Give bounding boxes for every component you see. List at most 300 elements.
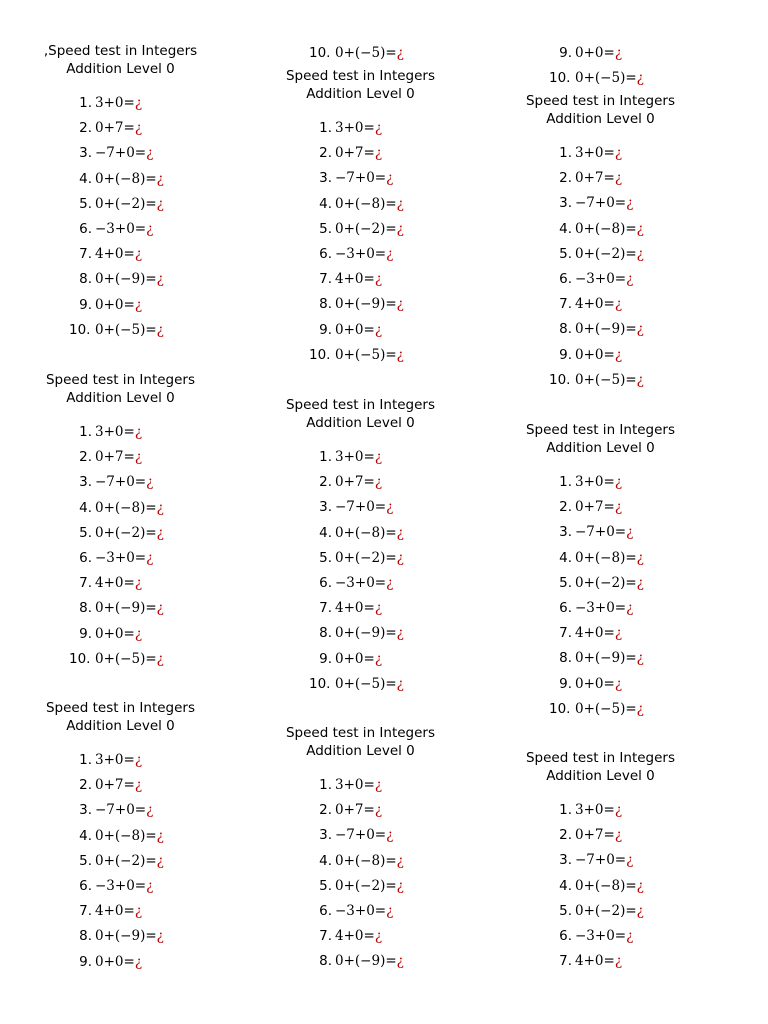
problem-equation [332,117,382,139]
problem-number: 8. [319,953,332,970]
problem-number: 7. [559,953,572,970]
answer-placeholder: ¿ [374,928,383,945]
problem-item [549,192,633,214]
problem-number: 10. [549,700,571,717]
problem-number: 10. [309,675,331,692]
problem-equation [332,193,404,215]
problem-number: 3. [319,499,332,516]
answer-placeholder: ¿ [134,752,143,768]
answer-placeholder: ¿ [396,524,404,541]
problem-number: 3. [559,852,572,869]
answer-placeholder: ¿ [374,600,383,617]
problem-number: 1. [319,449,332,465]
section-title [458,92,743,128]
problem-equation [92,268,164,290]
answer-placeholder: ¿ [386,903,394,919]
answer-placeholder: ¿ [614,675,623,692]
problem-item [549,369,644,391]
problem-item [549,950,622,972]
answer-placeholder: ¿ [134,449,143,466]
answer-placeholder: ¿ [614,346,623,363]
problem-equation [332,850,404,872]
answer-placeholder: ¿ [636,700,644,717]
equation-text: 0+(−2)= [335,877,397,894]
answer-placeholder: ¿ [636,70,644,87]
problem-item [549,875,644,897]
equation-text: −3+0= [95,550,147,566]
problem-equation [332,167,393,189]
equation-text: 3+0= [575,802,615,818]
problem-equation [92,875,153,897]
problem-item [69,623,142,645]
equation-text: 0+(−5)= [575,371,637,388]
answer-placeholder: ¿ [134,424,143,440]
equation-text: 0+(−2)= [575,902,637,919]
problem-item [69,522,164,544]
problem-number: 3. [559,195,572,212]
equation-text: 0+7= [95,777,135,794]
problem-equation [572,900,644,922]
problem-number: 2. [559,827,572,844]
problem-number: 10. [69,321,91,338]
problem-number: 8. [79,928,92,945]
problem-number: 9. [319,321,332,338]
problem-number: 9. [559,45,572,61]
problem-item [309,319,382,341]
problem-number: 6. [319,575,332,591]
equation-text: 0+(−5)= [575,70,637,87]
problem-item [309,117,382,139]
equation-text: 0+(−8)= [95,827,157,844]
problem-item [69,421,142,443]
problem-item [69,825,164,847]
problem-equation [572,849,633,871]
problem-item [309,597,382,619]
problem-item [309,850,404,872]
problem-item [309,774,382,796]
problem-item [69,471,153,493]
problem-number: 5. [79,195,92,212]
problem-number: 2. [319,802,332,819]
problem-number: 6. [559,600,572,616]
equation-text: 3+0= [95,95,135,111]
problem-equation [332,142,382,164]
problem-item [69,749,142,771]
problem-item [549,243,644,265]
equation-text: 0+(−8)= [335,524,397,541]
problem-item [309,446,382,468]
title-line-level: Addition Level 0 [66,718,175,734]
equation-text: 0+7= [575,499,615,516]
answer-placeholder: ¿ [156,852,164,869]
equation-text: 0+(−8)= [95,499,157,516]
problem-item [69,875,153,897]
problem-number: 5. [79,524,92,541]
problem-number: 7. [79,575,92,592]
problem-equation [92,799,153,821]
equation-text: 0+(−8)= [335,195,397,212]
title-line-main: Speed test in Integers [45,372,196,388]
problem-equation [332,925,382,947]
answer-placeholder: ¿ [626,928,634,944]
answer-placeholder: ¿ [156,271,164,288]
problem-item [549,824,622,846]
answer-placeholder: ¿ [146,550,154,566]
answer-placeholder: ¿ [386,246,394,262]
answer-placeholder: ¿ [396,296,404,313]
answer-placeholder: ¿ [614,499,623,516]
equation-text: −3+0= [575,600,627,616]
answer-placeholder: ¿ [614,296,623,313]
problem-number: 3. [559,524,572,541]
equation-text: 0+(−2)= [575,245,637,262]
answer-placeholder: ¿ [614,145,623,161]
equation-text: 0+(−8)= [575,220,637,237]
problem-equation [92,497,164,519]
title-line-main: Speed test in Integers [285,397,436,413]
answer-placeholder: ¿ [156,600,164,617]
problem-number: 4. [559,877,572,894]
problem-item [549,471,622,493]
problem-equation [92,951,142,973]
problem-number: 9. [559,346,572,363]
problem-number: 2. [319,474,332,491]
problem-number: 4. [559,549,572,566]
problem-number: 8. [559,650,572,667]
answer-placeholder: ¿ [156,499,164,516]
problem-number: 7. [319,271,332,288]
problem-item [69,900,142,922]
answer-placeholder: ¿ [134,120,143,137]
problem-item [69,850,164,872]
equation-text: 0+0= [335,650,375,667]
equation-text: 0+0= [335,321,375,338]
answer-placeholder: ¿ [374,474,383,491]
equation-text: −3+0= [335,575,387,591]
problem-number: 2. [319,145,332,162]
problem-number: 8. [559,321,572,338]
answer-placeholder: ¿ [134,953,143,970]
answer-placeholder: ¿ [636,549,644,566]
problem-equation [92,471,153,493]
equation-text: 3+0= [95,424,135,440]
problem-equation [332,496,393,518]
problem-number: 3. [319,170,332,187]
problem-number: 9. [559,675,572,692]
problem-number: 5. [319,877,332,894]
equation-text: 0+(−5)= [95,321,157,338]
problem-number: 8. [79,600,92,617]
answer-placeholder: ¿ [374,449,383,465]
title-line-level: Addition Level 0 [306,86,415,102]
problem-equation [572,67,644,89]
problem-number: 10. [549,70,571,87]
problem-equation [92,925,164,947]
answer-placeholder: ¿ [614,474,623,490]
problem-equation [92,572,142,594]
problem-number: 6. [319,903,332,919]
equation-text: 3+0= [95,752,135,768]
equation-text: 0+7= [575,827,615,844]
section-title [458,421,743,457]
answer-placeholder: ¿ [636,220,644,237]
problem-number: 5. [559,245,572,262]
problem-item [549,547,644,569]
problem-number: 5. [559,902,572,919]
title-line-level: Addition Level 0 [546,111,655,127]
problem-equation [572,243,644,265]
problem-number: 5. [79,852,92,869]
problem-number: 1. [79,752,92,768]
equation-text: 0+7= [335,474,375,491]
equation-text: 0+(−8)= [575,549,637,566]
problem-equation [92,168,164,190]
equation-text: −3+0= [95,878,147,894]
answer-placeholder: ¿ [386,575,394,591]
problem-number: 6. [79,221,92,237]
problem-equation [332,875,404,897]
equation-text: 4+0= [95,903,135,920]
problem-equation [572,547,644,569]
problem-equation [332,344,404,366]
answer-placeholder: ¿ [374,120,383,136]
problem-equation [332,293,404,315]
problem-item [549,572,644,594]
equation-text: −7+0= [335,499,387,516]
problem-equation [92,749,142,771]
problem-item [309,950,404,972]
problem-equation [332,622,404,644]
equation-text: −7+0= [335,827,387,844]
equation-text: 0+7= [335,145,375,162]
title-line-level: Addition Level 0 [306,743,415,759]
problem-equation [572,268,633,290]
problem-number: 9. [79,625,92,642]
problem-number: 1. [559,474,572,490]
answer-placeholder: ¿ [636,650,644,667]
equation-text: −7+0= [575,852,627,869]
problem-number: 2. [559,499,572,516]
problem-equation [92,421,142,443]
problem-item [549,849,633,871]
problem-number: 9. [79,296,92,313]
problem-number: 6. [79,878,92,894]
problem-number: 6. [559,928,572,944]
problem-equation [332,42,404,64]
title-line-main: Speed test in Integers [525,93,676,109]
answer-placeholder: ¿ [134,903,143,920]
answer-placeholder: ¿ [156,195,164,212]
problem-number: 1. [319,777,332,793]
problem-item [549,142,622,164]
problem-equation [572,471,622,493]
problem-item [69,294,142,316]
problem-equation [332,547,404,569]
title-line-main: Speed test in Integers [285,68,436,84]
problem-number: 6. [559,271,572,287]
equation-text: 4+0= [575,296,615,313]
answer-placeholder: ¿ [614,170,623,187]
equation-text: 0+(−9)= [95,600,157,617]
title-line-main: Speed test in Integers [525,422,676,438]
equation-text: 4+0= [335,271,375,288]
equation-text: 0+(−9)= [335,296,397,313]
problem-item [549,597,633,619]
problem-equation [332,799,382,821]
equation-text: −3+0= [335,246,387,262]
problem-number: 8. [319,296,332,313]
problem-item [549,318,644,340]
answer-placeholder: ¿ [396,195,404,212]
problem-number: 4. [79,827,92,844]
answer-placeholder: ¿ [374,777,383,793]
equation-text: −3+0= [335,903,387,919]
problem-number: 9. [319,650,332,667]
answer-placeholder: ¿ [374,271,383,288]
equation-text: 0+(−9)= [335,625,397,642]
problem-item [69,117,142,139]
equation-text: 0+(−2)= [575,574,637,591]
answer-placeholder: ¿ [134,575,143,592]
title-line-level: Addition Level 0 [546,440,655,456]
problem-item [309,799,382,821]
problem-item [549,67,644,89]
problem-equation [92,522,164,544]
problem-equation [92,142,153,164]
equation-text: 0+(−8)= [575,877,637,894]
problem-equation [92,597,164,619]
problem-item [69,648,164,670]
equation-text: −7+0= [335,170,387,187]
equation-text: 0+0= [95,953,135,970]
problem-equation [572,521,633,543]
equation-text: −7+0= [95,474,147,491]
problem-equation [92,648,164,670]
answer-placeholder: ¿ [134,296,143,313]
equation-text: 3+0= [335,120,375,136]
problem-item [69,547,153,569]
problem-item [69,319,164,341]
problem-number: 7. [79,903,92,920]
problem-number: 4. [319,195,332,212]
equation-text: −7+0= [95,145,147,162]
equation-text: 0+(−9)= [335,953,397,970]
answer-placeholder: ¿ [614,45,623,61]
problem-item [549,925,633,947]
problem-number: 9. [79,953,92,970]
problem-number: 3. [79,145,92,162]
problem-equation [92,294,142,316]
problem-equation [572,622,622,644]
answer-placeholder: ¿ [396,675,404,692]
problem-equation [572,925,633,947]
answer-placeholder: ¿ [146,221,154,237]
problem-item [69,572,142,594]
problem-item [69,951,142,973]
equation-text: 4+0= [335,928,375,945]
problem-number: 7. [559,625,572,642]
problem-number: 4. [79,170,92,187]
problem-equation [92,900,142,922]
problem-item [309,875,404,897]
equation-text: 4+0= [575,625,615,642]
problem-item [309,547,404,569]
problem-item [309,218,404,240]
answer-placeholder: ¿ [636,574,644,591]
problem-item [309,522,404,544]
problem-number: 5. [559,574,572,591]
problem-equation [572,192,633,214]
problem-item [309,622,404,644]
problem-number: 8. [79,271,92,288]
problem-item [549,218,644,240]
problem-equation [572,698,644,720]
problem-equation [92,319,164,341]
answer-placeholder: ¿ [146,145,154,162]
problem-item [549,42,622,64]
problem-number: 6. [319,246,332,262]
answer-placeholder: ¿ [134,777,143,794]
answer-placeholder: ¿ [396,877,404,894]
problem-item [549,496,622,518]
equation-text: 4+0= [575,953,615,970]
equation-text: 0+7= [335,802,375,819]
answer-placeholder: ¿ [626,271,634,287]
problem-item [69,446,142,468]
equation-text: 3+0= [335,449,375,465]
problem-equation [332,900,393,922]
problem-number: 2. [79,120,92,137]
answer-placeholder: ¿ [146,802,154,819]
problem-item [309,167,393,189]
title-line-level: Addition Level 0 [306,415,415,431]
equation-text: 0+(−8)= [95,170,157,187]
problem-equation [572,142,622,164]
problem-equation [332,471,382,493]
problem-equation [572,293,622,315]
equation-text: −7+0= [575,195,627,212]
problem-item [69,168,164,190]
problem-number: 10. [309,45,331,61]
answer-placeholder: ¿ [614,625,623,642]
equation-text: −7+0= [575,524,627,541]
equation-text: 0+(−2)= [95,524,157,541]
problem-item [69,92,142,114]
title-line-level: Addition Level 0 [66,61,175,77]
problem-number: 2. [79,777,92,794]
problem-equation [572,647,644,669]
answer-placeholder: ¿ [374,145,383,162]
problem-item [309,142,382,164]
answer-placeholder: ¿ [626,852,634,869]
problem-equation [332,268,382,290]
equation-text: 0+(−5)= [575,700,637,717]
problem-item [69,218,153,240]
problem-item [69,799,153,821]
problem-equation [92,825,164,847]
answer-placeholder: ¿ [396,549,404,566]
title-line-main: Speed test in Integers [285,725,436,741]
problem-equation [92,193,164,215]
problem-equation [92,243,142,265]
problem-number: 4. [319,524,332,541]
equation-text: 4+0= [95,246,135,263]
problem-item [69,268,164,290]
problem-number: 10. [69,650,91,667]
answer-placeholder: ¿ [386,499,394,516]
problem-number: 8. [319,625,332,642]
problem-equation [332,243,393,265]
